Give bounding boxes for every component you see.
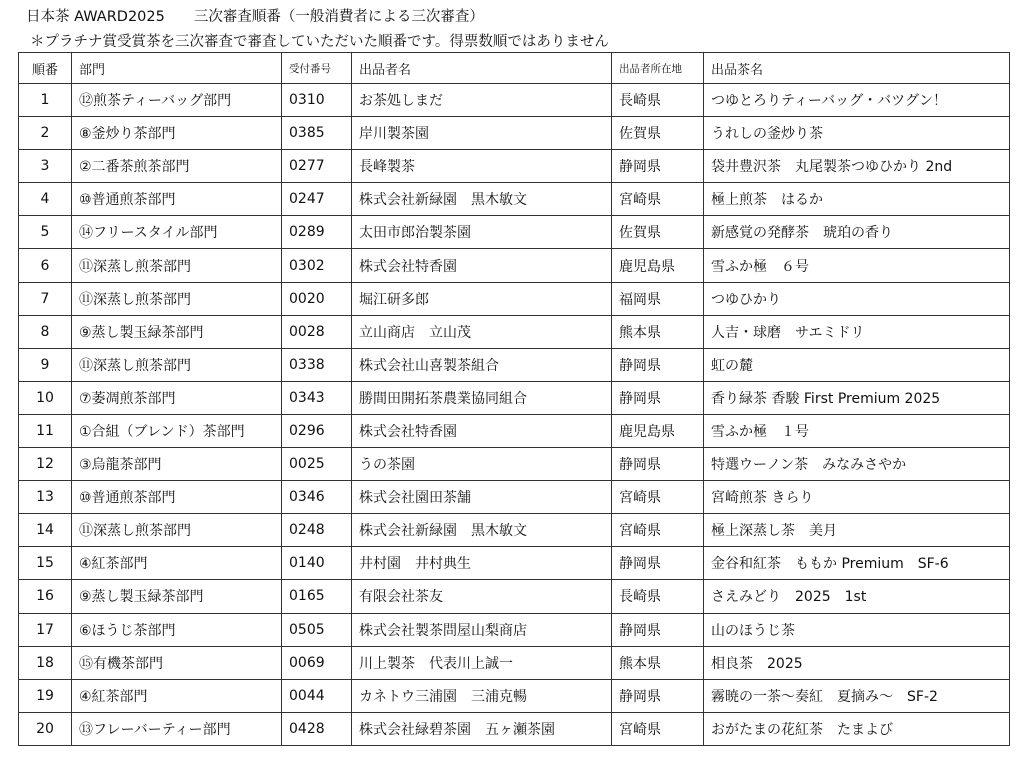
cell-location: 静岡県	[612, 547, 704, 580]
col-header-entry-number: 受付番号	[282, 53, 352, 84]
cell-tea-name: 香り緑茶 香駿 First Premium 2025	[704, 381, 1010, 414]
table-row	[19, 514, 1010, 547]
table-row	[19, 84, 1010, 117]
cell-entry-number: 0028	[282, 315, 352, 348]
cell-location: 静岡県	[612, 679, 704, 712]
col-header-location: 出品者所在地	[612, 53, 704, 84]
cell-exhibitor: 株式会社特香園	[352, 414, 612, 447]
cell-tea-name: 新感覚の発酵茶 琥珀の香り	[704, 216, 1010, 249]
cell-order: 19	[19, 679, 72, 712]
table-header-row	[19, 53, 1010, 84]
table-row	[19, 249, 1010, 282]
cell-exhibitor: 株式会社山喜製茶組合	[352, 348, 612, 381]
cell-location: 長崎県	[612, 84, 704, 117]
cell-order: 18	[19, 646, 72, 679]
cell-tea-name: 宮崎煎茶 きらり	[704, 481, 1010, 514]
table-row	[19, 547, 1010, 580]
cell-location: 宮崎県	[612, 514, 704, 547]
cell-order: 14	[19, 514, 72, 547]
table-row	[19, 414, 1010, 447]
cell-tea-name: 金谷和紅茶 ももか Premium SF-6	[704, 547, 1010, 580]
cell-exhibitor: 株式会社特香園	[352, 249, 612, 282]
cell-location: 熊本県	[612, 315, 704, 348]
cell-location: 静岡県	[612, 381, 704, 414]
cell-order: 16	[19, 580, 72, 613]
cell-location: 鹿児島県	[612, 249, 704, 282]
cell-department: ⑭フリースタイル部門	[72, 216, 282, 249]
table-row	[19, 448, 1010, 481]
cell-exhibitor: 長峰製茶	[352, 150, 612, 183]
cell-location: 宮崎県	[612, 481, 704, 514]
cell-tea-name: おがたまの花紅茶 たまよび	[704, 712, 1010, 745]
cell-order: 17	[19, 613, 72, 646]
cell-entry-number: 0069	[282, 646, 352, 679]
cell-location: 静岡県	[612, 613, 704, 646]
document-note: ＊プラチナ賞受賞茶を三次審査で審査していただいた順番です。得票数順ではありません	[30, 34, 609, 50]
table-row	[19, 348, 1010, 381]
cell-order: 6	[19, 249, 72, 282]
cell-department: ⑨蒸し製玉緑茶部門	[72, 315, 282, 348]
cell-entry-number: 0505	[282, 613, 352, 646]
cell-tea-name: 人吉・球磨 サエミドリ	[704, 315, 1010, 348]
cell-department: ①合組（ブレンド）茶部門	[72, 414, 282, 447]
col-header-tea-name: 出品茶名	[704, 53, 1010, 84]
cell-entry-number: 0277	[282, 150, 352, 183]
table-row	[19, 679, 1010, 712]
cell-tea-name: うれしの釜炒り茶	[704, 117, 1010, 150]
cell-department: ⑦萎凋煎茶部門	[72, 381, 282, 414]
cell-order: 20	[19, 712, 72, 745]
table-body	[19, 84, 1010, 746]
cell-tea-name: 相良茶 2025	[704, 646, 1010, 679]
cell-entry-number: 0385	[282, 117, 352, 150]
cell-tea-name: つゆとろりティーバッグ・バツグン！	[704, 84, 1010, 117]
table-row	[19, 381, 1010, 414]
cell-tea-name: 極上深蒸し茶 美月	[704, 514, 1010, 547]
cell-order: 3	[19, 150, 72, 183]
document-title: 日本茶 AWARD2025 三次審査順番（一般消費者による三次審査）	[26, 9, 484, 25]
cell-exhibitor: 勝間田開拓茶農業協同組合	[352, 381, 612, 414]
cell-order: 7	[19, 282, 72, 315]
cell-department: ⑫煎茶ティーバッグ部門	[72, 84, 282, 117]
cell-location: 静岡県	[612, 348, 704, 381]
table-row	[19, 117, 1010, 150]
cell-location: 宮崎県	[612, 712, 704, 745]
cell-department: ④紅茶部門	[72, 679, 282, 712]
table-row	[19, 315, 1010, 348]
cell-entry-number: 0428	[282, 712, 352, 745]
cell-entry-number: 0165	[282, 580, 352, 613]
cell-tea-name: さえみどり 2025 1st	[704, 580, 1010, 613]
cell-exhibitor: 井村園 井村典生	[352, 547, 612, 580]
cell-entry-number: 0302	[282, 249, 352, 282]
cell-department: ⑩普通煎茶部門	[72, 183, 282, 216]
col-header-order: 順番	[19, 53, 72, 84]
cell-location: 長崎県	[612, 580, 704, 613]
cell-entry-number: 0140	[282, 547, 352, 580]
cell-entry-number: 0044	[282, 679, 352, 712]
cell-location: 佐賀県	[612, 117, 704, 150]
cell-entry-number: 0025	[282, 448, 352, 481]
cell-tea-name: 山のほうじ茶	[704, 613, 1010, 646]
cell-entry-number: 0020	[282, 282, 352, 315]
cell-order: 13	[19, 481, 72, 514]
table-row	[19, 613, 1010, 646]
cell-order: 5	[19, 216, 72, 249]
cell-order: 4	[19, 183, 72, 216]
cell-tea-name: 袋井豊沢茶 丸尾製茶つゆひかり 2nd	[704, 150, 1010, 183]
table-row	[19, 150, 1010, 183]
cell-exhibitor: 株式会社新緑園 黒木敏文	[352, 514, 612, 547]
cell-department: ⑪深蒸し煎茶部門	[72, 282, 282, 315]
cell-order: 1	[19, 84, 72, 117]
cell-department: ⑬フレーバーティー部門	[72, 712, 282, 745]
cell-tea-name: つゆひかり	[704, 282, 1010, 315]
cell-exhibitor: カネトウ三浦園 三浦克暢	[352, 679, 612, 712]
cell-exhibitor: 岸川製茶園	[352, 117, 612, 150]
cell-location: 福岡県	[612, 282, 704, 315]
cell-entry-number: 0346	[282, 481, 352, 514]
cell-department: ⑧釜炒り茶部門	[72, 117, 282, 150]
table-row	[19, 183, 1010, 216]
table-row	[19, 646, 1010, 679]
cell-order: 9	[19, 348, 72, 381]
cell-location: 佐賀県	[612, 216, 704, 249]
col-header-exhibitor: 出品者名	[352, 53, 612, 84]
cell-entry-number: 0310	[282, 84, 352, 117]
cell-location: 宮崎県	[612, 183, 704, 216]
cell-exhibitor: 堀江研多郎	[352, 282, 612, 315]
cell-exhibitor: お茶処しまだ	[352, 84, 612, 117]
cell-department: ④紅茶部門	[72, 547, 282, 580]
cell-entry-number: 0338	[282, 348, 352, 381]
cell-tea-name: 極上煎茶 はるか	[704, 183, 1010, 216]
table-row	[19, 481, 1010, 514]
cell-department: ⑩普通煎茶部門	[72, 481, 282, 514]
cell-entry-number: 0247	[282, 183, 352, 216]
cell-tea-name: 雪ふか極 １号	[704, 414, 1010, 447]
cell-department: ⑮有機茶部門	[72, 646, 282, 679]
cell-exhibitor: 株式会社緑碧茶園 五ヶ瀬茶園	[352, 712, 612, 745]
cell-department: ⑪深蒸し煎茶部門	[72, 514, 282, 547]
results-table	[18, 52, 1010, 746]
cell-location: 熊本県	[612, 646, 704, 679]
cell-entry-number: 0343	[282, 381, 352, 414]
cell-exhibitor: 株式会社製茶問屋山梨商店	[352, 613, 612, 646]
cell-tea-name: 虹の麓	[704, 348, 1010, 381]
table-row	[19, 712, 1010, 745]
cell-entry-number: 0248	[282, 514, 352, 547]
cell-order: 2	[19, 117, 72, 150]
cell-department: ②二番茶煎茶部門	[72, 150, 282, 183]
cell-location: 鹿児島県	[612, 414, 704, 447]
cell-exhibitor: 株式会社園田茶舗	[352, 481, 612, 514]
cell-order: 15	[19, 547, 72, 580]
col-header-department: 部門	[72, 53, 282, 84]
cell-department: ⑥ほうじ茶部門	[72, 613, 282, 646]
cell-tea-name: 特選ウーノン茶 みなみさやか	[704, 448, 1010, 481]
cell-order: 12	[19, 448, 72, 481]
cell-exhibitor: 太田市郎治製茶園	[352, 216, 612, 249]
cell-department: ⑨蒸し製玉緑茶部門	[72, 580, 282, 613]
cell-exhibitor: 川上製茶 代表川上誠一	[352, 646, 612, 679]
cell-exhibitor: うの茶園	[352, 448, 612, 481]
cell-exhibitor: 立山商店 立山茂	[352, 315, 612, 348]
cell-order: 8	[19, 315, 72, 348]
cell-department: ⑪深蒸し煎茶部門	[72, 348, 282, 381]
cell-department: ③烏龍茶部門	[72, 448, 282, 481]
cell-entry-number: 0296	[282, 414, 352, 447]
table-row	[19, 282, 1010, 315]
cell-order: 11	[19, 414, 72, 447]
cell-tea-name: 霧暁の一茶〜奏紅 夏摘み〜 SF-2	[704, 679, 1010, 712]
cell-tea-name: 雪ふか極 ６号	[704, 249, 1010, 282]
cell-location: 静岡県	[612, 150, 704, 183]
cell-department: ⑪深蒸し煎茶部門	[72, 249, 282, 282]
cell-exhibitor: 株式会社新緑園 黒木敏文	[352, 183, 612, 216]
cell-entry-number: 0289	[282, 216, 352, 249]
table-row	[19, 580, 1010, 613]
cell-order: 10	[19, 381, 72, 414]
cell-exhibitor: 有限会社茶友	[352, 580, 612, 613]
cell-location: 静岡県	[612, 448, 704, 481]
table-row	[19, 216, 1010, 249]
